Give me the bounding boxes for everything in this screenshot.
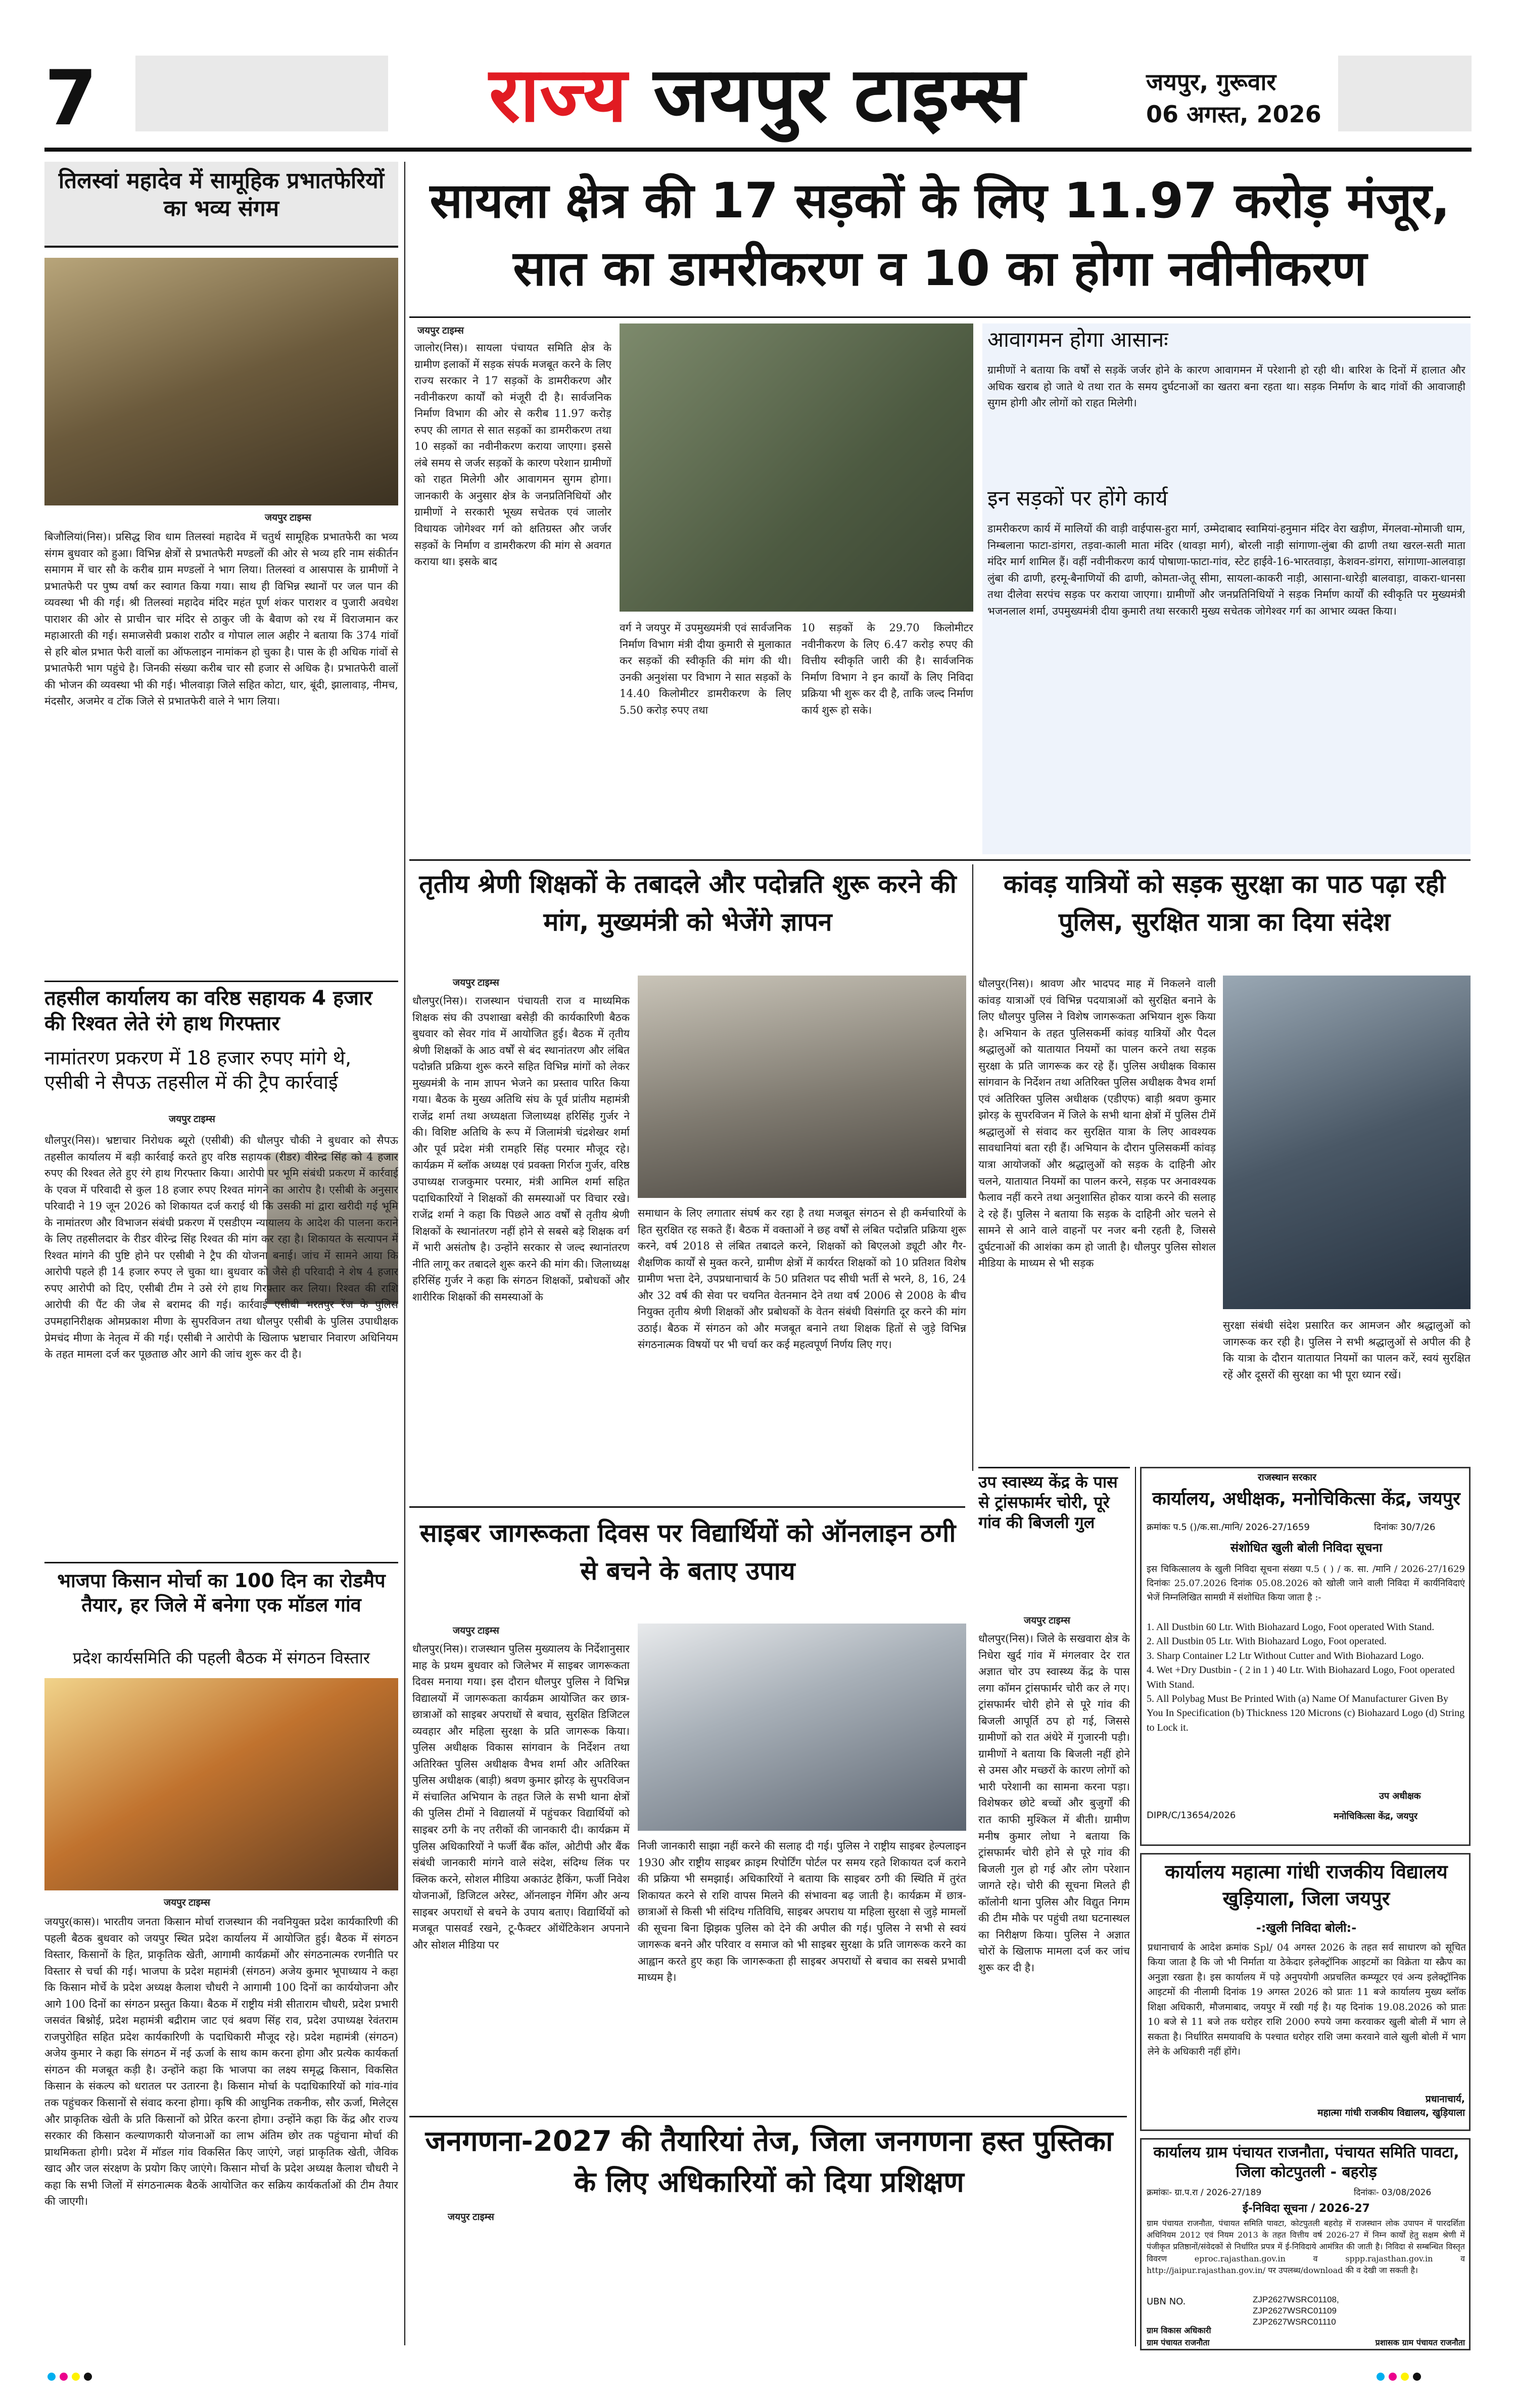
s2-body: धौलपुर(निस)। भ्रष्टाचार निरोधक ब्यूरो (एसीबी) की धौलपुर चौकी ने बुधवार को सैपऊ तहसील कार्यालय में बड़ी कार्रवाई करते हुए वरिष्ठ सहायक (रीडर) वीरेन्द्र सिंह को 4 हजार रुपए की रिश्वत लेते हुए रंगे हाथ गिरफ्तार किया। आरोपी पर भूमि संबंधी प्रकरण में कार्रवाई के एवज में परिवादी से कुल 18 हजार रुपए रिश्वत मांगने का आरोप है। एसीबी के अनुसार परिवादी ने 19 जून 2026 को शिकायत दर्ज कराई थी कि उसकी मां द्वारा खरीदी गई भूमि के नामांतरण और विभाजन संबंधी प्रकरण में एसडीएम न्यायालय के आदेश की पालना कराने के लिए तहसीलदार के रीडर वीरेन्द्र सिंह रिश्वत की मांग कर रहा है। शिकायत के सत्यापन में रिश्वत मांगने की पुष्टि होने पर एसीबी ने ट्रैप की योजना बनाई। जांच में सामने आया कि आरोपी पहले ही 14 हजार रुपए ले चुका था। बुधवार को जैसे ही परिवादी ने शेष 4 हजार रुपए आरोपी को दिए, एसीबी टीम ने उसे रंगे हाथ गिरफ्तार कर लिया। रिश्वत की राशि आरोपी की पैंट की जेब से बरामद की गई। कार्रवाई एसीबी भरतपुर रेंज के पुलिस उपमहानिरीक्षक ओमप्रकाश मीणा के सुपरविजन तथा धौलपुर एसीबी के पुलिस उपाधीक्षक प्रेमचंद मीणा के नेतृत्व में की गई। एसीबी ने आरोपी के खिलाफ भ्रष्टाचार निवारण अधिनियम के तहत मामला दर्ज कर पूछताछ और आगे की जांच शुरू कर दी है। bbox=[44, 1134, 398, 1361]
s1-byline: जयपुर टाइम्स bbox=[265, 513, 311, 523]
n1-item: 4. Wet +Dry Dustbin - ( 2 in 1 ) 40 Ltr. With Biohazard Logo, Foot operated With Stand. bbox=[1147, 1664, 1455, 1690]
s3-byline: जयपुर टाइम्स bbox=[164, 1897, 210, 1908]
lead-headline: सायला क्षेत्र की 17 सड़कों के लिए 11.97 करोड़ मंजूर, सात का डामरीकरण व 10 का होगा नवीनीकरण bbox=[430, 172, 1450, 297]
lead-col3: 10 सड़कों के 29.70 किलोमीटर नवीनीकरण के लिए 6.47 करोड़ रुपए की वित्तीय स्वीकृति जारी की है। सार्वजनिक निर्माण विभाग ने इन कार्यों के लिए निविदा प्रक्रिया भी शुरू कर दी है, ताकि जल्द निर्माण कार्य शुरू हो सके। bbox=[801, 622, 973, 716]
aside1-body: ग्रामीणों ने बताया कि वर्षों से सड़कें जर्जर होने के कारण आवागमन में परेशानी हो रही थी। बारिश के दिनों में हालात और अधिक खराब हो जाते थे तथा रात के समय दुर्घटनाओं का खतरा बना रहता था। सड़क निर्माण के बाद गांवों की आवाजाही सुगम होगी और लोगों को राहत मिलेगी। bbox=[987, 364, 1465, 409]
n3-date: दिनांकः- 03/08/2026 bbox=[1354, 2188, 1432, 2198]
n3-body: ग्राम पंचायत राजनौता, पंचायत समिति पावटा, कोटपुतली बहरोड़ में राजस्थान लोक उपापन में पारदर्शिता अधिनियम 2012 एवं नियम 2013 के तहत वित्तीय वर्ष 2026-27 में निम्न कार्यों हेतु सक्षम श्रेणी में पंजीकृत प्रतिष्ठानों/संवेदकों से निर्धारित प्रपत्र में ई-निविदाये आमंत्रित की जाती है। निविदा से सम्बन्धित विस्तृत विवरण eproc.rajasthan.gov.in व sppp.rajasthan.gov.in व http://jaipur.rajasthan.gov.in/ पर उपलब्ध/download की व देखी जा सकती है। bbox=[1147, 2218, 1465, 2275]
n1-item: 5. All Polybag Must Be Printed With (a) Name Of Manufacturer Given By You In Specification (b) Thickness 120 Microns (c) Biohazard Logo (d) String to Lock it. bbox=[1147, 1693, 1465, 1733]
n2-sign2: महात्मा गांधी राजकीय विद्यालय, खुड़ियाला bbox=[1317, 2107, 1465, 2118]
s7-photo bbox=[638, 1624, 966, 1831]
column-divider-left bbox=[404, 162, 405, 2345]
s3-subheadline: प्रदेश कार्यसमिति की पहली बैठक में संगठन विस्तार bbox=[73, 1648, 370, 1668]
s8-body: धौलपुर(निस)। जिले के सखवारा क्षेत्र के निधेरा खुर्द गांव में मंगलवार देर रात अज्ञात चोर उप स्वास्थ्य केंद्र के पास लगा कॉमन ट्रांसफार्मर चोरी कर ले गए। ट्रांसफार्मर चोरी होने से पूरे गांव की बिजली आपूर्ति ठप हो गई, जिससे ग्रामीणों को रात अंधेरे में गुजारनी पड़ी। ग्रामीणों ने बताया कि बिजली नहीं होने से उमस और मच्छरों के कारण लोगों को भारी परेशानी का सामना करना पड़ा। विशेषकर छोटे बच्चों और बुजुर्गों की रात काफी मुश्किल में बीती। ग्रामीण मनीष कुमार लोधा ने बताया कि ट्रांसफार्मर चोरी होने से पूरे गांव की बिजली गुल हो गई और लोग परेशान जागते रहे। चोरी की सूचना मिलते ही कॉलोनी थाना पुलिस और विद्युत निगम की टीम मौके पर पहुंची तथा घटनास्थल का निरीक्षण किया। पुलिस ने अज्ञात चोरों के खिलाफ मामला दर्ज कर जांच शुरू कर दी है। bbox=[978, 1633, 1130, 1974]
n3-sign1b: ग्राम पंचायत राजनौता bbox=[1147, 2338, 1210, 2347]
n1-subtitle: संशोधित खुली बोली निविदा सूचना bbox=[1230, 1541, 1383, 1555]
n3-subtitle: ई-निविदा सूचना / 2026-27 bbox=[1243, 2202, 1370, 2215]
s8-byline: जयपुर टाइम्स bbox=[1024, 1615, 1070, 1626]
n1-sign2: मनोचिकित्सा केंद्र, जयपुर bbox=[1334, 1811, 1418, 1822]
s7-col1: धौलपुर(निस)। राजस्थान पुलिस मुख्यालय के निर्देशानुसार माह के प्रथम बुधवार को जिलेभर में साइबर जागरूकता दिवस मनाया गया। इस दौरान धौलपुर पुलिस ने विभिन्न विद्यालयों में जागरूकता कार्यक्रम आयोजित कर छात्र-छात्राओं को साइबर अपराधों से बचाव, सुरक्षित डिजिटल व्यवहार और महिला सुरक्षा के प्रति जागरूक किया। पुलिस अधीक्षक विकास सांगवान के निर्देशन तथा अतिरिक्त पुलिस अधीक्षक वैभव शर्मा और अतिरिक्त पुलिस अधीक्षक (बाड़ी) श्रवण कुमार झोरड़ के सुपरविजन में संचालित अभियान के तहत जिले के सभी थाना क्षेत्रों की पुलिस टीमों ने विद्यालयों में पहुंचकर विद्यार्थियों को साइबर ठगी के नए तरीकों की जानकारी दी। कार्यक्रम में पुलिस अधिकारियों ने फर्जी बैंक कॉल, ओटीपी और बैंक संबंधी जानकारी मांगने वाले संदेश, संदिग्ध लिंक पर क्लिक करने, सोशल मीडिया अकाउंट हैकिंग, फर्जी निवेश योजनाओं, डिजिटल अरेस्ट, ऑनलाइन गेमिंग और अन्य साइबर अपराधों से बचने के उपाय बताए। विद्यार्थियों को मजबूत पासवर्ड रखने, टू-फैक्टर ऑथेंटिकेशन अपनाने और सोशल मीडिया पर bbox=[412, 1643, 630, 1951]
s1-headline: तिलस्वां महादेव में सामूहिक प्रभातफेरियों का भव्य संगम bbox=[58, 168, 385, 221]
n2-sign1: प्रधानाचार्य, bbox=[1425, 2094, 1465, 2105]
lead-byline: जयपुर टाइम्स bbox=[417, 326, 464, 336]
s9-rule bbox=[409, 2116, 1127, 2117]
lead-col1: जालोर(निस)। सायला पंचायत समिति क्षेत्र के ग्रामीण इलाकों में सड़क संपर्क मजबूत करने के लिए राज्य सरकार ने 17 सड़कों के डामरीकरण और नवीनीकरण कार्यों को मंजूरी दी है। सार्वजनिक निर्माण विभाग की ओर से करीब 11.97 करोड़ रुपए की लागत से सात सड़कों का डामरीकरण तथा 10 सड़कों का नवीनीकरण कराया जाएगा। इससे लंबे समय से जर्जर सड़कों के कारण परेशान ग्रामीणों को राहत मिलेगी और आवागमन सुगम होगा। जानकारी के अनुसार क्षेत्र के जनप्रतिनिधियों और ग्रामीणों ने सरकारी भूख्य सचेतक एवं जालोर विधायक जोगेश्वर गर्ग को क्षतिग्रस्त और जर्जर सड़कों के निर्माण व डामरीकरण की मांग से अवगत कराया था। इसके बाद bbox=[414, 342, 611, 568]
n1-intro: इस चिकित्सालय के खुली निविदा सूचना संख्या प.5 ( ) / क. सा. /मानि / 2026-27/1629 दिनांकः 25.07.2026 दिनांक 05.08.2026 को खोली जाने वाली निविदा में कार्यनिविदाएं भेजें निम्नलिखित सामग्री में संशोधित किया जाता है :- bbox=[1147, 1564, 1465, 1603]
s2-byline: जयपुर टाइम्स bbox=[169, 1114, 215, 1125]
s8-headline: उप स्वास्थ्य केंद्र के पास से ट्रांसफार्मर चोरी, पूरे गांव की बिजली गुल bbox=[978, 1472, 1118, 1532]
s7-col2: निजी जानकारी साझा नहीं करने की सलाह दी गई। पुलिस ने राष्ट्रीय साइबर हेल्पलाइन 1930 और राष्ट्रीय साइबर क्राइम रिपोर्टिंग पोर्टल पर समय रहते शिकायत दर्ज कराने की प्रक्रिया भी समझाई। अधिकारियों ने बताया कि साइबर ठगी की स्थिति में तुरंत शिकायत करने से राशि वापस मिलने की संभावना बढ़ जाती है। कार्यक्रम में छात्र-छात्राओं से किसी भी संदिग्ध गतिविधि, साइबर अपराध या महिला सुरक्षा से जुड़े मामलों की सूचना बिना झिझक पुलिस को देने की अपील की गई। पुलिस ने सभी से स्वयं जागरूक बनने और परिवार व समाज को भी साइबर सुरक्षा के प्रति जागरूक करने का आह्वान करते हुए कहा कि जागरूकता ही साइबर अपराधों से बचाव का सबसे प्रभावी माध्यम है। bbox=[638, 1840, 966, 1984]
n3-sign1a: ग्राम विकास अधिकारी bbox=[1147, 2326, 1211, 2335]
s9-headline: जनगणना-2027 की तैयारियां तेज, जिला जनगणना हस्त पुस्तिका के लिए अधिकारियों को दिया प्रशिक्षण bbox=[425, 2125, 1113, 2199]
n2-body: प्रधानाचार्य के आदेश क्रमांक Spl/ 04 अगस्त 2026 के तहत सर्व साधारण को सूचित किया जाता है कि जो भी निर्माता या ठेकेदार इलेक्ट्रॉनिक आइटमों का विक्रेता या स्क्रैप का अनुज्ञा रखता है। इस कार्यालय में पड़े अनुपयोगी अप्रचलित कम्प्यूटर एवं अन्य इलेक्ट्रॉनिक आइटमों की नीलामी दिनांक 19 अगस्त 2026 को प्रातः 11 बजे कार्यालय मुख्य ब्लॉक शिक्षा अधिकारी, मौजमाबाद, जयपुर में रखी गई है। यह दिनांक 19.08.2026 को प्रातः 10 बजे से 11 बजे तक धरोहर राशि 2000 रुपये जमा करवाकर खुली बोली में भाग ले सकता है। निर्धारित समयावधि के पश्चात धरोहर राशि जमा करवाने वाले खुली बोली में भाग लेने के अधिकारी नहीं होंगे। bbox=[1148, 1942, 1466, 2058]
lead-bottom-rule bbox=[409, 859, 1471, 861]
column-divider-mid bbox=[972, 864, 973, 1471]
s1-photo bbox=[44, 258, 398, 505]
s5-col1: धौलपुर(निस)। राजस्थान पंचायती राज व माध्यमिक शिक्षक संघ की उपशाखा बसेड़ी की कार्यकारिणी बैठक बुधवार को सेवर गांव में आयोजित हुई। बैठक में तृतीय श्रेणी शिक्षकों के आठ वर्षों से बंद स्थानांतरण और लंबित पदोन्नति प्रक्रिया शुरू करने सहित विभिन्न मांगों को लेकर मुख्यमंत्री के नाम ज्ञापन भेजने का प्रस्ताव पारित किया गया। बैठक के मुख्य अतिथि संघ के पूर्व प्रांतीय महामंत्री राजेंद्र शर्मा तथा अध्यक्षता जिलाध्यक्ष हरिसिंह गुर्जर ने की। विशिष्ट अतिथि के रूप में जिलामंत्री चंद्रशेखर शर्मा और पूर्व प्रदेश मंत्री रामहरि सिंह परमार मौजूद रहे। कार्यक्रम में ब्लॉक अध्यक्ष एवं प्रवक्ता गिर्राज गुर्जर, वरिष्ठ उपाध्यक्ष राजकुमार परमार, मंत्री आमिल शर्मा सहित पदाधिकारियों ने शिक्षकों की समस्याओं पर विचार रखे। राजेंद्र शर्मा ने कहा कि पिछले आठ वर्षों से तृतीय श्रेणी शिक्षकों के स्थानांतरण नहीं होने से सबसे बड़े शिक्षक वर्ग में भारी असंतोष है। उन्होंने सरकार से जल्द स्थानांतरण नीति लागू कर तबादले शुरू करने की मांग की। जिलाध्यक्ष हरिसिंह गुर्जर ने कहा कि संगठन शिक्षकों, प्रबोधकों और शारीरिक शिक्षकों की समस्याओं के bbox=[412, 995, 630, 1303]
s5-byline: जयपुर टाइम्स bbox=[453, 978, 499, 988]
registration-dots-left bbox=[45, 2373, 147, 2388]
n3-ubn-list bbox=[1253, 2294, 1404, 2331]
s2-subheadline: नामांतरण प्रकरण में 18 हजार रुपए मांगे थे, एसीबी ने सैपऊ तहसील में की ट्रैप कार्रवाई bbox=[44, 1047, 352, 1093]
masthead-name: जयपुर टाइम्स bbox=[653, 51, 1025, 139]
s9-byline: जयपुर टाइम्स bbox=[448, 2212, 494, 2222]
n1-item: 2. All Dustbin 05 Ltr. With Biohazard Logo, Foot operated. bbox=[1147, 1636, 1387, 1647]
masthead-grey-band-left bbox=[135, 56, 388, 131]
masthead bbox=[44, 45, 1472, 145]
s6-photo bbox=[1223, 976, 1471, 1309]
masthead-date-block bbox=[1146, 66, 1358, 136]
s5-headline: तृतीय श्रेणी शिक्षकों के तबादले और पदोन्नति शुरू करने की मांग, मुख्यमंत्री को भेजेंगे ज्ञापन bbox=[419, 869, 957, 937]
lead-col2: वर्ग ने जयपुर में उपमुख्यमंत्री एवं सार्वजनिक निर्माण विभाग मंत्री दीया कुमारी से मुलाकात कर सड़कों की स्वीकृति की मांग की थी। उनकी अनुशंसा पर विभाग ने सात सड़कों के 14.40 किलोमीटर डामरीकरण के लिए 5.50 करोड़ रुपए तथा bbox=[620, 622, 791, 716]
masthead-rajya: राज्य bbox=[489, 51, 627, 139]
n1-items bbox=[1147, 1620, 1465, 1782]
s6-headline: कांवड़ यात्रियों को सड़क सुरक्षा का पाठ पढ़ा रही पुलिस, सुरक्षित यात्रा का दिया संदेश bbox=[1003, 869, 1446, 937]
n3-ref: क्रमांकः- ग्रा.प.रा / 2026-27/189 bbox=[1147, 2188, 1262, 2198]
column-divider-right bbox=[1135, 1467, 1136, 2346]
n1-title: कार्यालय, अधीक्षक, मनोचिकित्सा केंद्र, जयपुर bbox=[1152, 1489, 1460, 1509]
n1-date: दिनांकः 30/7/26 bbox=[1374, 1522, 1436, 1533]
n2-title: कार्यालय महात्मा गांधी राजकीय विद्यालय खुड़ियाला, जिला जयपुर bbox=[1165, 1861, 1448, 1910]
aside1-title: आवागमन होगा आसानः bbox=[987, 327, 1168, 352]
notice-psychiatry bbox=[1140, 1467, 1471, 1846]
masthead-title bbox=[378, 45, 1136, 145]
page-number: 7 bbox=[44, 55, 98, 143]
n3-title: कार्यालय ग्राम पंचायत राजनौता, पंचायत समिति पावटा, जिला कोटपुतली - बहरोड़ bbox=[1153, 2144, 1459, 2181]
lead-rule bbox=[409, 316, 1471, 318]
lead-aside bbox=[982, 323, 1471, 854]
n3-ubn: ZJP2627WSRC01110 bbox=[1253, 2317, 1336, 2327]
s7-rule bbox=[409, 1506, 965, 1508]
s1-divider bbox=[44, 981, 398, 982]
aside2-body: डामरीकरण कार्य में मालियों की वाड़ी वाईपास-हुरा मार्ग, उम्मेदाबाद स्वामियां-हनुमान मंदिर वेरा खड़ीण, मेंगलवा-मोमाजी धाम, निम्बलाना फाटा-डांगरा, तड़वा-काली माता मंदिर (थावड़ा मार्ग), बोरली नाड़ी सांगाणा-लुंबा की ढाणी तथा खरल-सती माता मंदिर मार्ग शामिल हैं। वहीं नवीनीकरण कार्य पोषाणा-फाटा-गांव, स्टेट हाईवे-16-भारतवाड़ा, केशवन-डांगरा, सांगाणा-आलवाड़ा लुंबा की ढाणी, हरमू-बैनाणियों की ढाणी, कोमता-जेतू सीमा, सायला-काकरी नाड़ी, आसाना-धारेड़ी बालवाड़ा, वाकरा-धानसा तथा दीलेवा सरपंच सड़क पर कराया जाएगा। ग्रामीणों और जनप्रतिनिधियों ने सड़क निर्माण कार्यों की स्वीकृति पर मुख्यमंत्री भजनलाल शर्मा, उपमुख्यमंत्री दीया कुमारी तथा सरकारी मुख्य सचेतक जोगेश्वर गर्ग का आभार व्यक्त किया। bbox=[987, 523, 1465, 617]
notice-panchayat bbox=[1140, 2138, 1471, 2350]
n1-ref: क्रमांकः प.5 ()/क.सा./मानि/ 2026-27/1659 bbox=[1147, 1522, 1310, 1533]
s3-photo bbox=[44, 1678, 398, 1890]
aside2-title: इन सड़कों पर होंगे कार्य bbox=[987, 486, 1168, 511]
n1-dipr: DIPR/C/13654/2026 bbox=[1147, 1810, 1236, 1821]
masthead-grey-band-right bbox=[1338, 56, 1472, 131]
n1-item: 1. All Dustbin 60 Ltr. With Biohazard Logo, Foot operated With Stand. bbox=[1147, 1622, 1435, 1633]
s2-divider bbox=[44, 1562, 398, 1563]
s8-rule bbox=[978, 1467, 1130, 1468]
city-day: जयपुर, गुरूवार bbox=[1146, 68, 1276, 96]
s3-headline: भाजपा किसान मोर्चा का 100 दिन का रोडमैप तैयार, हर जिले में बनेगा एक मॉडल गांव bbox=[57, 1569, 386, 1616]
n2-subtitle: -:खुली निविदा बोली:- bbox=[1256, 1921, 1357, 1935]
s6-caption: सुरक्षा संबंधी संदेश प्रसारित कर आमजन और श्रद्धालुओं को जागरूक कर रही है। पुलिस ने सभी श्रद्धालुओं से अपील की है कि यात्रा के दौरान यातायात नियमों का पालन करें, स्वयं सुरक्षित रहें और दूसरों की सुरक्षा का भी पूरा ध्यान रखें। bbox=[1223, 1319, 1471, 1381]
n1-tag: राजस्थान सरकार bbox=[1258, 1472, 1316, 1483]
s7-headline: साइबर जागरूकता दिवस पर विद्यार्थियों को ऑनलाइन ठगी से बचने के बताए उपाय bbox=[419, 1518, 956, 1586]
s6-body: धौलपुर(निस)। श्रावण और भादपद माह में निकलने वाली कांवड़ यात्राओं एवं विभिन्न पदयात्राओं को सुरक्षित बनाने के लिए धौलपुर पुलिस ने विशेष जागरूकता अभियान शुरू किया है। अभियान के तहत पुलिसकर्मी कांवड़ यात्रियों और पैदल श्रद्धालुओं को यातायात नियमों का पालन करने तथा सड़क सुरक्षा के प्रति जागरूक कर रहे हैं। पुलिस अधीक्षक विकास सांगवान के निर्देशन तथा अतिरिक्त पुलिस अधीक्षक वैभव शर्मा एवं अतिरिक्त पुलिस अधीक्षक (एडीएफ) बाड़ी श्रवण कुमार झोरड़ के सुपरविजन में जिले के सभी थाना क्षेत्रों में पुलिस टीमें श्रद्धालुओं से संवाद कर सुरक्षित यात्रा के लिए आवश्यक सावधानियां बता रही हैं। अभियान के दौरान पुलिसकर्मी कांवड़ यात्रा आयोजकों और श्रद्धालुओं को सड़क के दाहिनी ओर चलने, यातायात नियमों का पालन करने, सड़क पर अनावश्यक फैलाव नहीं करने तथा अनुशासित होकर यात्रा करने की सलाह दे रहे हैं। पुलिस ने बताया कि सड़क के दाहिनी ओर चलने से सामने से आने वाले वाहनों पर नजर बनी रहती है, जिससे दुर्घटनाओं की आशंका कम हो जाती है। धौलपुर पुलिस सोशल मीडिया के माध्यम से भी सड़क bbox=[978, 978, 1216, 1270]
n1-item: 3. Sharp Container L2 Ltr Without Cutter and With Biohazard Logo. bbox=[1147, 1650, 1424, 1661]
n3-sign2: प्रशासक ग्राम पंचायत राजनौता bbox=[1375, 2338, 1465, 2347]
s5-photo bbox=[638, 976, 966, 1198]
left-column bbox=[44, 162, 398, 2350]
s3-body: जयपुर(कास)। भारतीय जनता किसान मोर्चा राजस्थान की नवनियुक्त प्रदेश कार्यकारिणी की पहली बैठक बुधवार को जयपुर स्थित प्रदेश कार्यालय में आयोजित हुई। बैठक में संगठन विस्तार, किसानों के हित, प्राकृतिक खेती, आगामी कार्यक्रमों और संगठनात्मक रणनीति पर विस्तार से चर्चा की गई। भाजपा के प्रदेश महामंत्री (संगठन) अजेय कुमार भूपाध्याय ने कहा कि किसान मोर्चे के प्रदेश अध्यक्ष कैलाश चौधरी ने आगामी 100 दिनों का कार्ययोजना और आगे 100 दिनों का संगठन प्रस्तुत किया। बैठक में राष्ट्रीय मंत्री सीताराम चौधरी, प्रदेश प्रभारी जसवंत बिश्नोई, प्रदेश महामंत्री बद्रीराम जाट एवं श्रवण सिंह राव, प्रदेश उपाध्यक्ष रेवंतराम राजपुरोहित सहित प्रदेश कार्यकारिणी के पदाधिकारी मौजूद रहे। प्रदेश महामंत्री (संगठन) अजेय कुमार ने कहा कि संगठन में नई ऊर्जा के साथ काम करना होगा और प्रत्येक कार्यकर्ता संगठन की मजबूत कड़ी है। उन्होंने कहा कि भाजपा का लक्ष्य समृद्ध किसान, विकसित किसान के संकल्प को धरातल पर उतारना है। किसान मोर्चा के पदाधिकारियों को गांव-गांव तक पहुंचकर किसानों से संवाद करना होगा। कृषि की आधुनिक तकनीक, सौर ऊर्जा, मिलेट्स और प्राकृतिक खेती के प्रति किसानों को प्रेरित करना होगा। उन्होंने कहा कि केंद्र और राज्य सरकार की किसान कल्याणकारी योजनाओं का लाभ अंतिम छोर तक पहुंचाना मोर्चा की प्राथमिकता होगी। प्रदेश में मॉडल गांव विकसित किए जाएंगे, जहां प्राकृतिक खेती, जैविक खाद और जल संरक्षण के प्रयोग किए जाएंगे। किसान मोर्चा के प्रदेश अध्यक्ष कैलाश चौधरी ने कहा कि सभी जिलों में संगठनात्मक बैठकें आयोजित कर सक्रिय कार्यकर्ताओं की टीम तैयार की जाएगी। bbox=[44, 1916, 398, 2208]
registration-dots-right bbox=[1375, 2373, 1476, 2388]
lead-photo bbox=[620, 323, 973, 612]
s2-headline: तहसील कार्यालय का वरिष्ठ सहायक 4 हजार की रिश्वत लेते रंगे हाथ गिरफ्तार bbox=[44, 987, 372, 1035]
issue-date: 06 अगस्त, 2026 bbox=[1146, 101, 1321, 128]
s7-byline: जयपुर टाइम्स bbox=[453, 1626, 499, 1636]
n3-ubn: ZJP2627WSRC01108, bbox=[1253, 2295, 1339, 2304]
s5-col2: समाधान के लिए लगातार संघर्ष कर रहा है तथा मजबूत संगठन से ही कर्मचारियों के हित सुरक्षित रह सकते हैं। बैठक में वक्ताओं ने छह वर्षों से लंबित पदोन्नति प्रक्रिया शुरू करने, वर्ष 2018 से लंबित तबादले करने, शिक्षकों को बिएलओ ड्यूटी और गैर-शैक्षणिक कार्यों से मुक्त करने, ग्रामीण क्षेत्रों में कार्यरत शिक्षकों को 10 प्रतिशत विशेष ग्रामीण भत्ता देने, उपप्रधानाचार्य के 50 प्रतिशत पद सीधी भर्ती से भरने, 8, 16, 24 और 32 वर्ष की सेवा पर चयनित वेतनमान देने तथा वर्ष 2006 से 2008 के बीच नियुक्त तृतीय श्रेणी शिक्षकों और प्रबोधकों के वेतन संबंधी विसंगति दूर करने की मांग उठाई। बैठक में संगठन को और मजबूत बनाने तथा शिक्षक हितों से जुड़े विभिन्न संगठनात्मक विषयों पर भी चर्चा कर कई महत्वपूर्ण निर्णय लिए गए। bbox=[638, 1207, 966, 1351]
n3-ubn-label: UBN NO. bbox=[1147, 2296, 1186, 2307]
masthead-rule bbox=[44, 148, 1472, 152]
s1-body: बिजौलियां(निस)। प्रसिद्ध शिव धाम तिलस्वां महादेव में चतुर्थ सामूहिक प्रभातफेरी का भव्य संगम बुधवार को हुआ। विभिन्न क्षेत्रों से प्रभातफेरी मण्डलों की ओर से भव्य हरि नाम संकीर्तन समागम में चार सौ के करीब ग्राम मण्डलों ने भाग लिया। तिलस्वां व आसपास के ग्रामीणों ने प्रभातफेरी पर पुष्प वर्षा कर स्वागत किया गया। साथ ही विभिन्न स्थानों पर जल पान की व्यवस्था भी की गई। श्री तिलस्वां महादेव मंदिर महंत पूर्ण शंकर पाराशर व पुजारी अवधेश पाराशर की ओर से प्राचीन चार मंदिर से ठाकुर जी के बैवाण को रथ में विराजमान कर महाआरती की गई। समाजसेवी प्रकाश राठौर व गोपाल लाल अहीर ने बताया कि 374 गांवों से हरि बोल प्रभात फेरी वालों का ऑफलाइन नामांकन हो चुका है। पास के ही अधिक गांवों से प्रभातफेरी भाग पहुंचे है। जिनकी संख्या करीब चार सौ हजार से अधिक है। प्रभातफेरी वालों की भोजन की व्यवस्था भी की गई। भीलवाड़ा जिले सहित कोटा, धार, बूंदी, झालावाड़, नीमच, मंदसौर, अजमेर व टोंक जिले से प्रभातफेरी वाले ने भाग लिया। bbox=[44, 531, 398, 708]
n3-ubn: ZJP2627WSRC01109 bbox=[1253, 2306, 1337, 2316]
n1-sign1: उप अधीक्षक bbox=[1379, 1791, 1421, 1801]
notice-school bbox=[1140, 1853, 1471, 2131]
